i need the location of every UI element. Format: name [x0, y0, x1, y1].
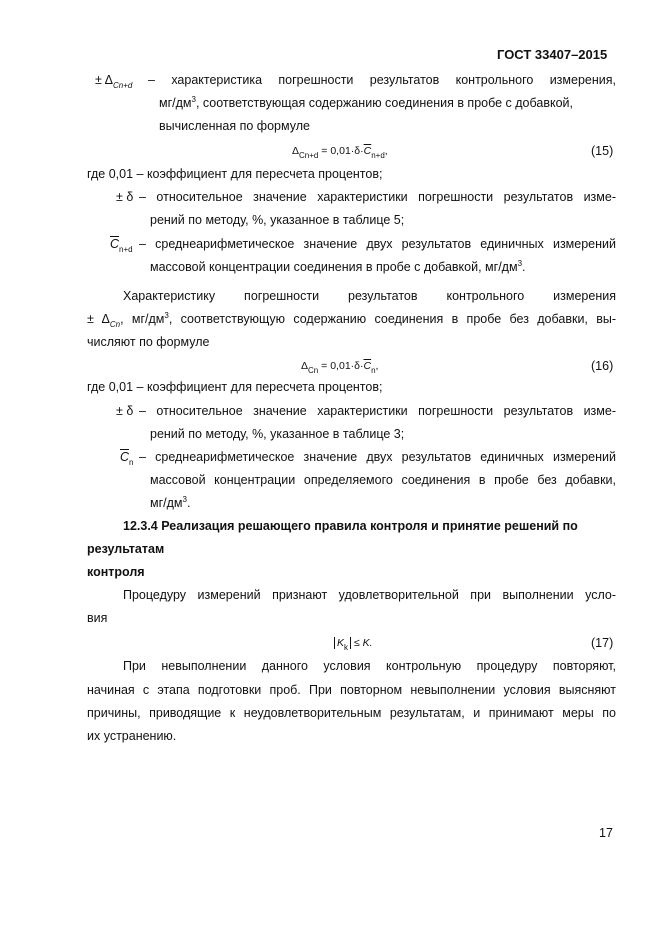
- symbol-delta-cnd: [95, 72, 132, 90]
- delta: Δ: [301, 360, 309, 372]
- definition-line: [150, 495, 190, 513]
- definition-line: рений по методу, %, указанное в таблице 3;: [150, 427, 405, 441]
- paragraph-line: их устранению.: [87, 729, 177, 743]
- where-line: где 0,01 – коэффициент для пересчета процентов;: [87, 167, 383, 181]
- symbol-text: ± Δ: [95, 73, 113, 87]
- formula-15: [292, 143, 388, 160]
- symbol-text: ± Δ: [87, 312, 110, 326]
- paragraph-line: причины, приводящие к неудовлетворительным результатам, и принимают меры по: [87, 706, 616, 720]
- definition-line: массовой концентрации определяемого соединения в пробе без добавки,: [150, 473, 616, 487]
- symbol-delta: ± δ: [116, 404, 134, 418]
- delta: Δ: [292, 145, 300, 157]
- text: , соответствующая содержанию соединения в пробе с добавкой,: [195, 96, 573, 110]
- formula-number: (17): [591, 636, 614, 650]
- symbol-cbar: [110, 236, 133, 254]
- definition-line: – относительное значение характеристики погрешности результатов изме-: [139, 404, 616, 418]
- text: .: [522, 260, 526, 274]
- paragraph-line: При невыполнении данного условия контрольную процедуру повторяют,: [123, 659, 616, 673]
- definition-line: – среднеарифметическое значение двух результатов единичных измерений: [139, 450, 616, 464]
- definition-line: – характеристика погрешности результатов контрольного измерения,: [148, 73, 616, 87]
- formula-tail: ,: [375, 360, 379, 372]
- paragraph-line: [87, 311, 616, 329]
- c-subscript: n+d: [371, 151, 385, 160]
- standard-header: ГОСТ 33407–2015: [497, 47, 608, 62]
- where-line: где 0,01 – коэффициент для пересчета процентов;: [87, 380, 383, 394]
- text: мг/дм: [150, 496, 183, 510]
- c-subscript: n+d: [119, 245, 133, 254]
- text: , соответствующую содержанию соединения в пробе без добавки, вы-: [168, 312, 616, 326]
- section-heading: контроля: [87, 565, 145, 579]
- text: , мг/дм: [120, 312, 165, 326]
- formula-16: [301, 358, 378, 375]
- delta-subscript: Cn+d: [299, 151, 319, 160]
- section-heading: 12.3.4 Реализация решающего правила контроля и принятие решений по: [123, 519, 578, 533]
- definition-line: [159, 95, 573, 113]
- paragraph-line: Характеристику погрешности результатов контрольного измерения: [123, 289, 616, 303]
- paragraph-line: числяют по формуле: [87, 335, 210, 349]
- relation: ≤ K.: [353, 637, 373, 649]
- c-subscript: n: [129, 458, 134, 467]
- paragraph-line: вия: [87, 611, 108, 625]
- delta-subscript: Cn: [308, 366, 319, 375]
- k-subscript: k: [344, 643, 349, 652]
- definition-line: вычисленная по формуле: [159, 119, 310, 133]
- definition-line: [150, 259, 526, 277]
- k: K: [337, 637, 345, 649]
- section-heading: результатам: [87, 542, 165, 556]
- formula-number: (15): [591, 144, 614, 158]
- c-bar: $\overline{C}$: [120, 450, 130, 464]
- text: .: [186, 496, 191, 510]
- k-abs: [334, 637, 351, 652]
- formula-body: = 0,01·δ·: [321, 145, 364, 157]
- formula-17: [334, 635, 373, 652]
- superscript: 3: [517, 259, 523, 268]
- symbol-cbar: [120, 449, 133, 467]
- definition-line: рений по методу, %, указанное в таблице 5;: [150, 213, 405, 227]
- symbol-delta: ± δ: [116, 190, 134, 204]
- c-subscript: n: [371, 366, 376, 375]
- page-number: 17: [599, 826, 613, 840]
- definition-line: – относительное значение характеристики погрешности результатов изме-: [139, 190, 616, 204]
- symbol-subscript: Cn: [109, 320, 121, 329]
- formula-tail: ,: [384, 145, 388, 157]
- superscript: 3: [164, 311, 169, 320]
- formula-body: = 0,01·δ·: [321, 360, 364, 372]
- c-bar: $\overline{C}$: [363, 145, 372, 157]
- c-bar: $\overline{C}$: [363, 360, 372, 372]
- superscript: 3: [182, 495, 187, 504]
- c-bar: $\overline{C}$: [110, 237, 120, 251]
- paragraph-line: начиная с этапа подготовки проб. При повторном невыполнении условия выясняют: [87, 683, 616, 697]
- paragraph-line: Процедуру измерений признают удовлетворительной при выполнении усло-: [123, 588, 616, 602]
- formula-number: (16): [591, 359, 614, 373]
- symbol-subscript: Cn+d: [113, 81, 133, 90]
- text: мг/дм: [159, 96, 192, 110]
- superscript: 3: [191, 95, 196, 104]
- definition-line: – среднеарифметическое значение двух результатов единичных измерений: [139, 237, 616, 251]
- text: массовой концентрации соединения в пробе с добавкой, мг/дм: [150, 260, 518, 274]
